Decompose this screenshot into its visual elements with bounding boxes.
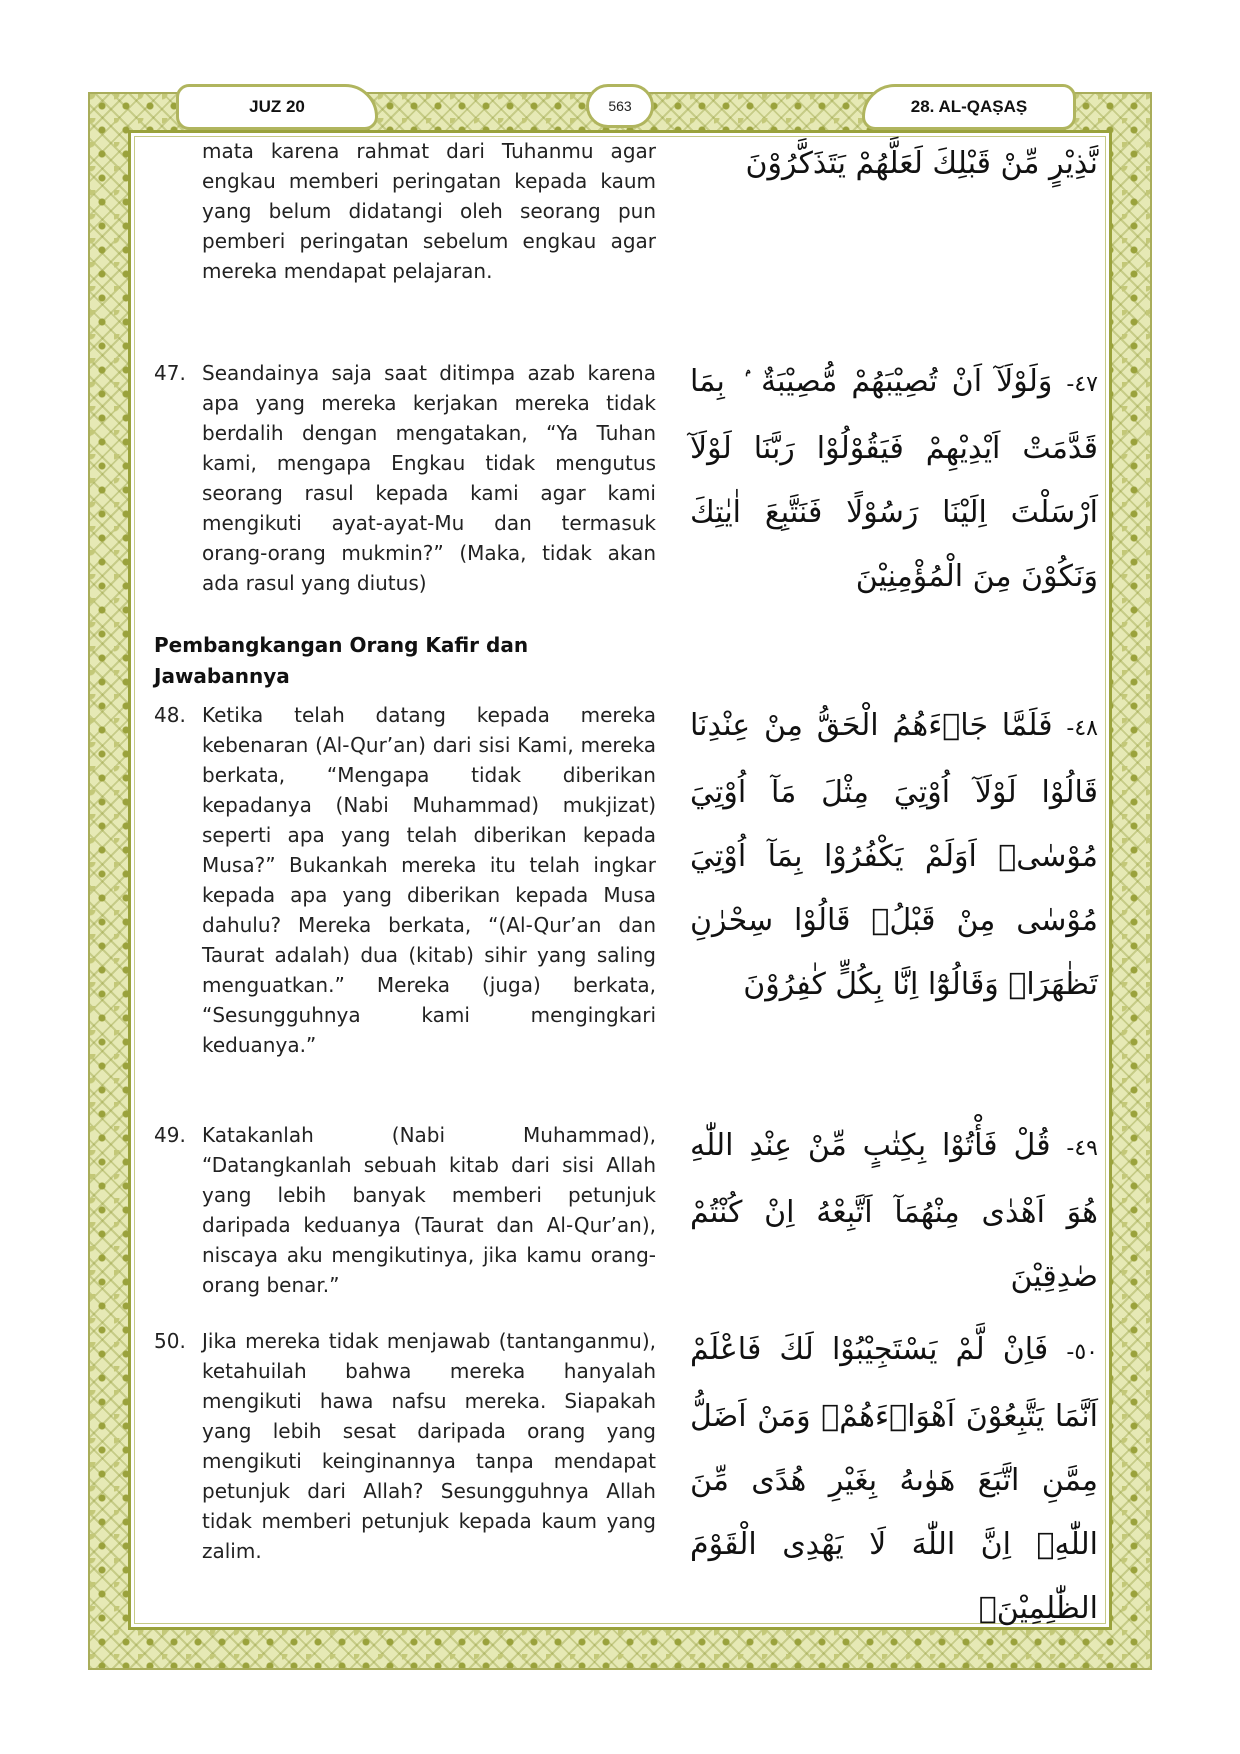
arabic-verse: قُلْ فَأْتُوْا بِكِتٰبٍ مِّنْ عِنْدِ اللّٰهِ هُوَ اَهْدٰى مِنْهُمَآ اَتَّبِعْهُ اِنْ كُنْتُمْ صٰدِقِيْنَ <box>690 1128 1098 1294</box>
verse-number: 47. <box>154 361 186 385</box>
arabic-verse: نَّذِيْرٍ مِّنْ قَبْلِكَ لَعَلَّهُمْ يَتَذَكَّرُوْنَ <box>745 146 1098 181</box>
arabic-text <box>690 350 1098 609</box>
translation-text: Jika mereka tidak menjawab (tantanganmu), ketahuilah bahwa mereka hanyalah mengikuti hawa nafsu mereka. Siapakah yang lebih sesat daripada orang yang mengikuti keinginannya tanpa mendapat petunjuk dari Allah? Sesungguhnya Allah tidak memberi petunjuk kepada kaum yang zalim. <box>202 1329 656 1563</box>
translation-text: Katakanlah (Nabi Muhammad), “Datangkanlah sebuah kitab dari sisi Allah yang lebih banyak memberi petunjuk daripada keduanya (Taurat dan Al-Qur’an), niscaya aku mengikutinya, jika kamu orang-orang benar.” <box>202 1123 656 1297</box>
arabic-verse: فَاِنْ لَّمْ يَسْتَجِيْبُوْا لَكَ فَاعْلَمْ اَنَّمَا يَتَّبِعُوْنَ اَهْوَاۤءَهُمْۗ وَمَنْ اَضَلُّ مِمَّنِ اتَّبَعَ هَوٰىهُ بِغَيْرِ هُدًى مِّنَ اللّٰهِۗ اِنَّ اللّٰهَ لَا يَهْدِى الْقَوْمَ الظّٰلِمِيْنَࣖ <box>690 1332 1098 1626</box>
arabic-text <box>690 1318 1098 1641</box>
arabic-number: ٤٨- <box>1066 716 1098 741</box>
translation <box>154 1326 744 1566</box>
surah-label: 28. AL-QAṢAṢ <box>862 84 1076 130</box>
verse-number: 50. <box>154 1329 186 1353</box>
verse-number: 48. <box>154 703 186 727</box>
translation <box>154 358 744 598</box>
arabic-text <box>690 694 1098 1017</box>
verse-number: 49. <box>154 1123 186 1147</box>
arabic-text <box>690 132 1098 199</box>
translation <box>154 1120 744 1300</box>
arabic-verse: وَلَوْلَآ اَنْ تُصِيْبَهُمْ مُّصِيْبَةٌ ۢ بِمَا قَدَّمَتْ اَيْدِيْهِمْ فَيَقُوْلُوْا رَبَّنَا لَوْلَآ اَرْسَلْتَ اِلَيْنَا رَسُوْلًا فَنَتَّبِعَ اٰيٰتِكَ وَنَكُوْنَ مِنَ الْمُؤْمِنِيْنَ <box>690 364 1098 594</box>
arabic-verse: فَلَمَّا جَاۤءَهُمُ الْحَقُّ مِنْ عِنْدِنَا قَالُوْا لَوْلَآ اُوْتِيَ مِثْلَ مَآ اُوْتِيَ مُوْسٰىۗ اَوَلَمْ يَكْفُرُوْا بِمَآ اُوْتِيَ مُوْسٰى مِنْ قَبْلُۚ قَالُوْا سِحْرٰنِ تَظٰهَرَاۗ وَقَالُوْٓا اِنَّا بِكُلٍّ كٰفِرُوْنَ <box>690 708 1098 1002</box>
translation <box>154 700 744 1060</box>
translation-text: Seandainya saja saat ditimpa azab karena apa yang mereka kerjakan mereka tidak berdalih dengan mengatakan, “Ya Tuhan kami, mengapa Engkau tidak mengutus seorang rasul kepada kami agar kami mengikuti ayat-ayat-Mu dan termasuk orang-orang mukmin?” (Maka, tidak akan ada rasul yang diutus) <box>202 361 656 595</box>
section-heading: Pembangkangan Orang Kafir dan Jawabannya <box>154 633 529 688</box>
juz-label: JUZ 20 <box>176 84 378 130</box>
arabic-number: ٤٩- <box>1066 1136 1098 1161</box>
translation <box>154 136 744 286</box>
translation-text: Ketika telah datang kepada mereka kebenaran (Al-Qur’an) dari sisi Kami, mereka berkata, “Mengapa tidak diberikan kepadanya (Nabi Muhammad) mukjizat) seperti apa yang telah diberikan kepada Musa?” Bukankah mereka itu telah ingkar kepada apa yang diberikan kepada Musa dahulu? Mereka berkata, “(Al-Qur’an dan Taurat adalah) dua (kitab) sihir yang saling menguatkan.” Mereka (juga) berkata, “Sesungguhnya kami mengingkari keduanya.” <box>202 703 656 1057</box>
translation-text: mata karena rahmat dari Tuhanmu agar engkau memberi peringatan kepada kaum yang belum didatangi oleh seorang pun pemberi peringatan sebelum engkau agar mereka mendapat pelajaran. <box>202 139 656 283</box>
page-number: 563 <box>586 84 654 128</box>
arabic-number: ٥٠- <box>1066 1340 1098 1365</box>
arabic-number: ٤٧- <box>1066 372 1098 397</box>
arabic-text <box>690 1114 1098 1309</box>
